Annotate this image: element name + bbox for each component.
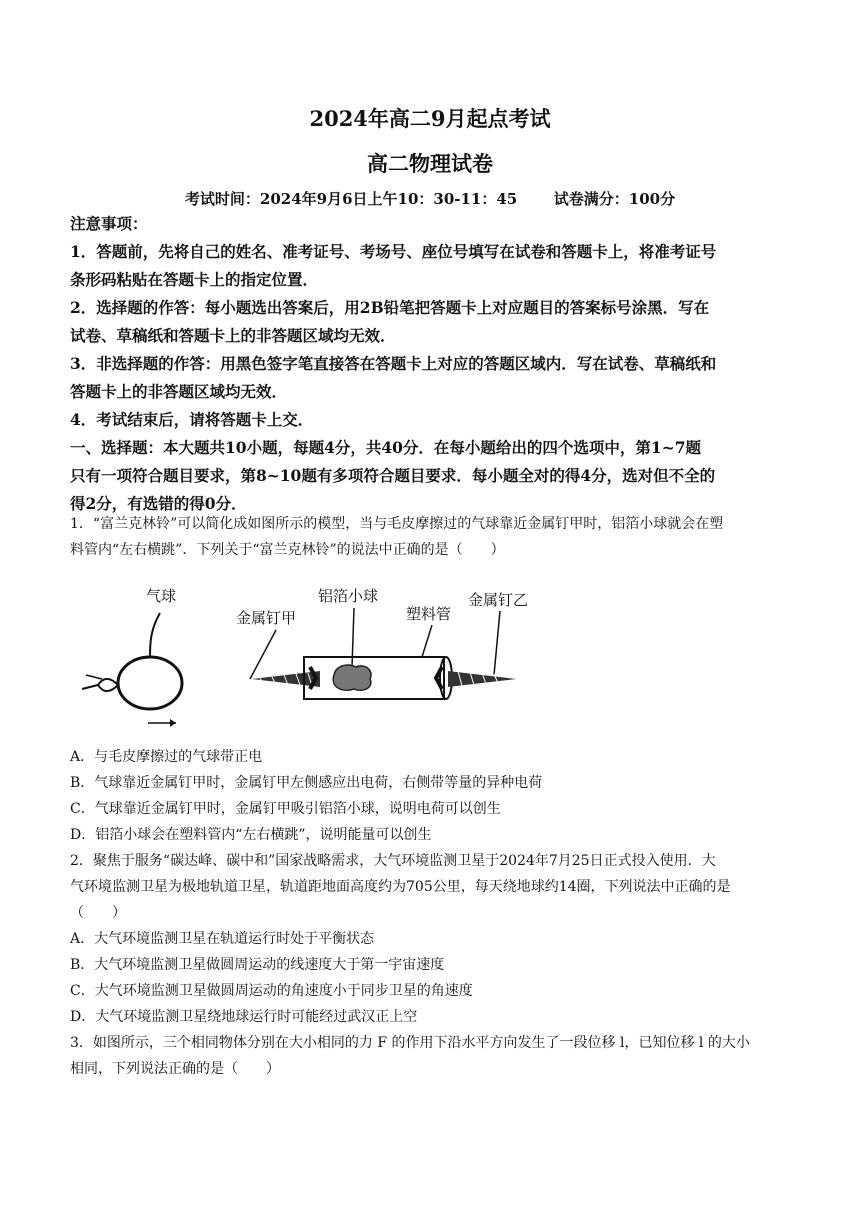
section-1-line-1: 一、选择题：本大题共10小题，每题4分，共40分．在每小题给出的四个选项中，第1~7题 [70, 438, 701, 457]
section-1-line-2: 只有一项符合题目要求，第8~10题有多项符合题目要求．每小题全对的得4分，选对但不全的 [70, 466, 716, 485]
franklin-bell-figure [80, 575, 540, 735]
question-1-line-2: 料管内“左右横跳”．下列关于“富兰克林铃”的说法中正确的是（ ） [70, 542, 505, 558]
notice-section [70, 210, 794, 518]
exam-info: 考试时间：2024年9月6日上午10：30-11：45 试卷满分：100分 [184, 190, 676, 208]
question-2-option-a: A．大气环境监测卫星在轨道运行时处于平衡状态 [70, 931, 375, 947]
balloon-drawing [82, 587, 182, 727]
plastic-tube-label: 塑料管 [406, 605, 452, 623]
question-1-line-1: 1．“富兰克林铃”可以简化成如图所示的模型，当与毛皮摩擦过的气球靠近金属钉甲时，铝箔小球就会在塑 [70, 516, 724, 532]
question-3-line-2: 相同，下列说法正确的是（ ） [70, 1061, 280, 1077]
question-1-stem [70, 511, 794, 563]
balloon-label: 气球 [146, 587, 177, 605]
foil-ball-drawing [318, 587, 378, 690]
question-1-option-c: C．气球靠近金属钉甲时，金属钉甲吸引铝箔小球，说明电荷可以创生 [70, 801, 501, 817]
question-2-line-3: （ ） [70, 905, 126, 921]
question-1-option-d: D．铝箔小球会在塑料管内“左右横跳”，说明能量可以创生 [70, 827, 432, 843]
plastic-tube-drawing [304, 605, 452, 699]
question-2-option-c: C．大气环境监测卫星做圆周运动的角速度小于同步卫星的角速度 [70, 983, 473, 999]
notice-item-4: 4．考试结束后，请将答题卡上交． [70, 410, 314, 429]
notice-item-1-line-2: 条形码粘贴在答题卡上的指定位置． [70, 270, 319, 289]
notice-item-1-line-1: 1．答题前，先将自己的姓名、准考证号、考场号、座位号填写在试卷和答题卡上，将准考证号 [70, 242, 717, 261]
question-2-line-1: 2．聚焦于服务“碳达峰、碳中和”国家战略需求，大气环境监测卫星于2024年7月25日正式投入使用．大 [70, 853, 716, 869]
notice-item-2-line-1: 2．选择题的作答：每小题选出答案后，用2B铅笔把答题卡上对应题目的答案标号涂黑．写在 [70, 298, 710, 317]
metal-nail-a-label: 金属钉甲 [236, 609, 297, 627]
question-2-line-2: 气环境监测卫星为极地轨道卫星，轨道距地面高度约为705公里，每天绕地球约14圈，下列说法中正确的是 [70, 879, 731, 895]
notice-item-3-line-2: 答题卡上的非答题区域均无效． [70, 382, 288, 401]
notice-item-2-line-2: 试卷、草稿纸和答题卡上的非答题区域均无效． [70, 326, 396, 345]
notice-item-3-line-1: 3．非选择题的作答：用黑色签字笔直接答在答题卡上对应的答题区域内．写在试卷、草稿纸和 [70, 354, 717, 373]
exam-subtitle: 高二物理试卷 [367, 151, 493, 176]
foil-ball-label: 铝箔小球 [318, 587, 379, 605]
exam-title: 2024年高二9月起点考试 [309, 106, 551, 131]
question-1-options [70, 744, 794, 1082]
metal-nail-b-label: 金属钉乙 [468, 591, 529, 609]
metal-nail-a-drawing [236, 609, 320, 687]
question-2-option-d: D．大气环境监测卫星绕地球运行时可能经过武汉正上空 [70, 1009, 418, 1025]
section-1-line-3: 得2分，有选错的得0分． [70, 494, 247, 513]
question-3-line-1: 3．如图所示，三个相同物体分别在大小相同的力 F 的作用下沿水平方向发生了一段位移 l，已知位移 l 的大小 [70, 1035, 750, 1051]
metal-nail-b-drawing [448, 591, 528, 687]
question-1-option-a: A．与毛皮摩擦过的气球带正电 [70, 749, 263, 765]
question-2-option-b: B．大气环境监测卫星做圆周运动的线速度大于第一宇宙速度 [70, 957, 445, 973]
notice-heading: 注意事项： [70, 214, 148, 233]
question-1-option-b: B．气球靠近金属钉甲时，金属钉甲左侧感应出电荷，右侧带等量的异种电荷 [70, 775, 543, 791]
